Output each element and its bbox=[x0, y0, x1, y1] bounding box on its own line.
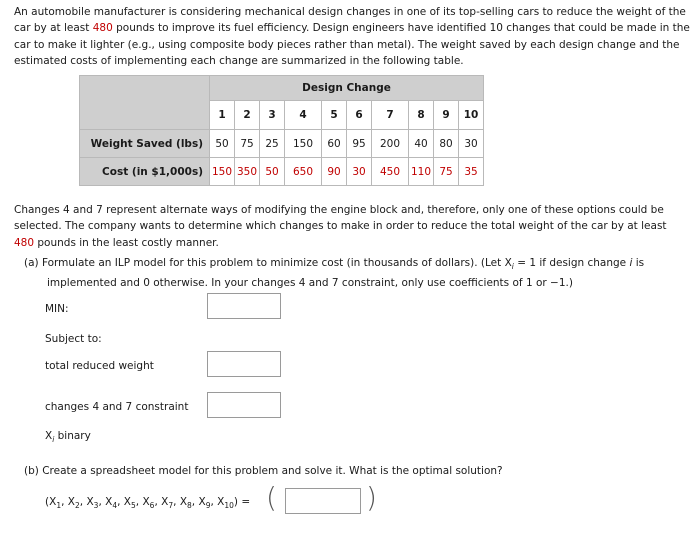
var-x: X bbox=[198, 496, 206, 508]
target-weight-2: 480 bbox=[14, 236, 35, 249]
cost-row bbox=[80, 158, 484, 186]
weight-cell: 95 bbox=[347, 130, 372, 158]
subject-to-label: Subject to: bbox=[45, 333, 102, 345]
design-change-table bbox=[79, 75, 484, 186]
change-number: 10 bbox=[459, 101, 484, 130]
change-number: 3 bbox=[260, 101, 285, 130]
part-a-mid: = 1 if design change bbox=[513, 257, 630, 269]
var-x: X bbox=[217, 496, 225, 508]
var-x: X bbox=[161, 496, 169, 508]
var-x: X bbox=[179, 496, 188, 508]
var-x: X bbox=[49, 496, 57, 508]
constraint-description bbox=[14, 202, 674, 251]
weight-cell: 150 bbox=[285, 130, 322, 158]
weight-cell: 80 bbox=[434, 130, 459, 158]
intro-text-2: pounds to improve its fuel efficiency. Design engineers have identified 10 changes that could be made in the car to make it lighter (e.g., using composite body pieces rather than metal). The weight saved by each design change and the estimated costs of implementing each change are summarized in the following table. bbox=[14, 22, 690, 67]
weight-cell: 200 bbox=[372, 130, 409, 158]
target-weight: 480 bbox=[92, 22, 113, 35]
problem-intro bbox=[14, 4, 698, 69]
part-b-question: (b) Create a spreadsheet model for this problem and solve it. What is the optimal solution? bbox=[24, 465, 503, 477]
equals-sign: = bbox=[241, 496, 251, 508]
var-x: X bbox=[142, 496, 150, 508]
solution-tuple: ($X_1$, $X_2$, $X_3$, $X_4$, $X_5$, $X_6$, $X_7$, $X_8$, $X_9$, $X_{10}$) = bbox=[45, 496, 251, 511]
intro-text-1: An automobile manufacturer is considering mechanical design changes in one of its top-selling cars to reduce the weight of the car by at least bbox=[14, 6, 686, 35]
weight-cell: 75 bbox=[235, 130, 260, 158]
weight-cell: 50 bbox=[210, 130, 235, 158]
var-sub: 10 bbox=[224, 501, 234, 511]
binary-subscript: i bbox=[52, 435, 55, 445]
cost-cell: 90 bbox=[322, 158, 347, 186]
changes-constraint-label: changes 4 and 7 constraint bbox=[45, 401, 189, 413]
weight-row-label: Weight Saved (lbs) bbox=[80, 130, 210, 158]
weight-cell: 40 bbox=[409, 130, 434, 158]
var-sub: 1 bbox=[56, 501, 62, 511]
binary-text: binary bbox=[54, 430, 91, 442]
cost-cell: 150 bbox=[210, 158, 235, 186]
para2-text-2: pounds in the least costly manner. bbox=[34, 236, 219, 249]
change-number: 2 bbox=[235, 101, 260, 130]
min-label: MIN: bbox=[45, 303, 69, 315]
cost-cell: 35 bbox=[459, 158, 484, 186]
var-sub: 7 bbox=[168, 501, 174, 511]
change-number: 4 bbox=[285, 101, 322, 130]
change-number: 5 bbox=[322, 101, 347, 130]
subscript-i: i bbox=[511, 262, 514, 272]
weight-cell: 30 bbox=[459, 130, 484, 158]
cost-cell: 50 bbox=[260, 158, 285, 186]
change-number: 9 bbox=[434, 101, 459, 130]
cost-cell: 450 bbox=[372, 158, 409, 186]
var-x: X bbox=[86, 496, 94, 508]
binary-x: X bbox=[45, 430, 53, 442]
min-answer-input[interactable] bbox=[207, 293, 281, 319]
var-x: X bbox=[67, 496, 75, 508]
change-number: 8 bbox=[409, 101, 434, 130]
variable-i: i bbox=[629, 257, 633, 269]
var-sub: 4 bbox=[112, 501, 118, 511]
solution-input[interactable] bbox=[285, 488, 361, 514]
total-weight-label: total reduced weight bbox=[45, 360, 154, 372]
table-header: Design Change bbox=[210, 76, 484, 101]
cost-cell: 30 bbox=[347, 158, 372, 186]
cost-row-label: Cost (in $1,000s) bbox=[80, 158, 210, 186]
weight-row bbox=[80, 130, 484, 158]
change-number: 1 bbox=[210, 101, 235, 130]
table-corner bbox=[80, 76, 210, 130]
total-weight-input[interactable] bbox=[207, 351, 281, 377]
binary-label bbox=[45, 430, 91, 444]
var-sub: 6 bbox=[149, 501, 155, 511]
change-number: 6 bbox=[347, 101, 372, 130]
cost-cell: 650 bbox=[285, 158, 322, 186]
var-x: X bbox=[105, 496, 113, 508]
var-sub: 2 bbox=[74, 501, 80, 511]
para2-text-1: Changes 4 and 7 represent alternate ways of modifying the engine block and, therefore, only one of these options could be selected. The company wants to determine which changes to make in order to reduce the total weight of the car by at least bbox=[14, 204, 667, 233]
open-paren: ( bbox=[266, 481, 277, 514]
var-sub: 8 bbox=[187, 501, 192, 511]
changes-constraint-input[interactable] bbox=[207, 392, 281, 418]
close-paren: ) bbox=[366, 481, 377, 514]
part-a-question bbox=[24, 255, 664, 292]
weight-cell: 60 bbox=[322, 130, 347, 158]
var-sub: 3 bbox=[93, 501, 99, 511]
change-number: 7 bbox=[372, 101, 409, 130]
part-a-line2: implemented and 0 otherwise. In your changes 4 and 7 constraint, only use coefficients of 1 or −1.) bbox=[47, 277, 573, 290]
cost-cell: 110 bbox=[409, 158, 434, 186]
part-a-lead: (a) Formulate an ILP model for this problem to minimize cost (in thousands of dollars). (Let X bbox=[24, 257, 512, 269]
cost-cell: 350 bbox=[235, 158, 260, 186]
var-x: X bbox=[123, 496, 131, 508]
weight-cell: 25 bbox=[260, 130, 285, 158]
cost-cell: 75 bbox=[434, 158, 459, 186]
var-sub: 9 bbox=[205, 501, 211, 511]
var-sub: 5 bbox=[131, 501, 136, 511]
part-a-tail: is bbox=[632, 257, 645, 269]
